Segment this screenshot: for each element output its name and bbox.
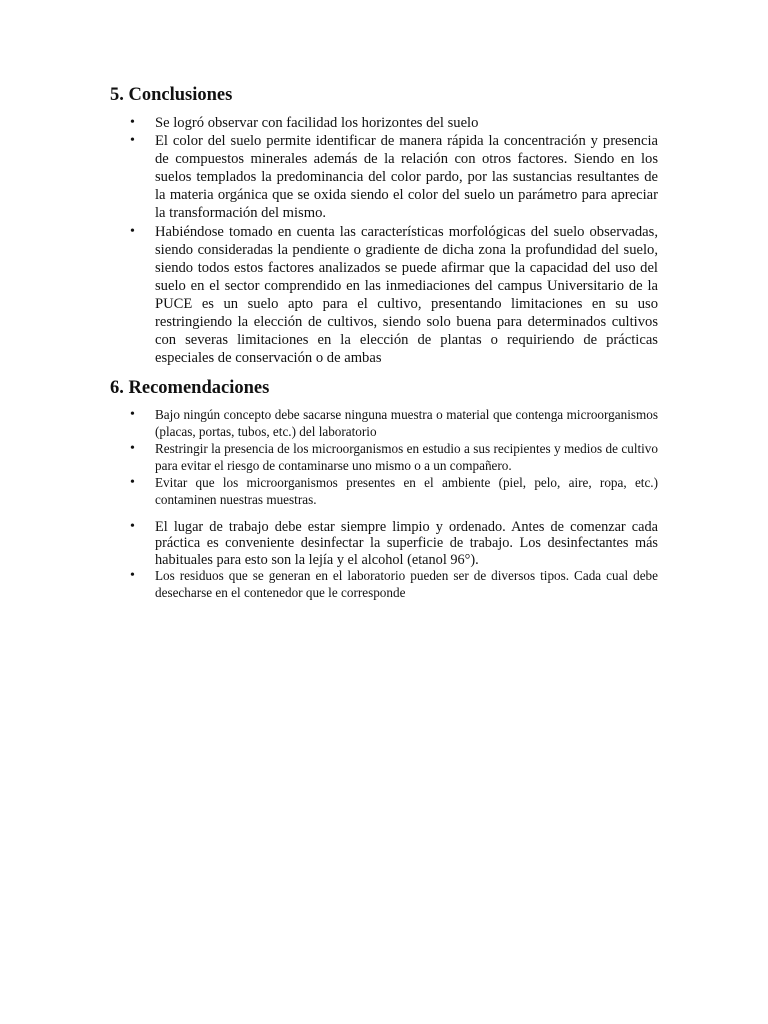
bullet-icon: • bbox=[130, 407, 135, 423]
list-item-text: El color del suelo permite identificar de manera rápida la concentración y presencia de compuestos minerales además de la relación con otros factores. Siendo en los suelos templados la predominancia del color pardo, por las sustancias resultantes de la materia orgánica que se oxida siendo el color del suelo un parámetro para apreciar la transformación del mismo. bbox=[155, 133, 658, 222]
bullet-icon: • bbox=[130, 223, 135, 239]
recomendaciones-list bbox=[110, 407, 658, 602]
bullet-icon: • bbox=[130, 568, 135, 584]
list-item bbox=[110, 568, 658, 602]
list-item-text: Los residuos que se generan en el laboratorio pueden ser de diversos tipos. Cada cual debe desecharse en el contenedor que le corresponde bbox=[155, 568, 658, 601]
bullet-icon: • bbox=[130, 474, 135, 490]
bullet-icon: • bbox=[130, 133, 135, 149]
list-item bbox=[110, 441, 658, 475]
recomendaciones-heading: 6. Recomendaciones bbox=[110, 378, 270, 399]
list-item bbox=[110, 407, 658, 441]
list-item bbox=[110, 519, 658, 569]
list-item-text: El lugar de trabajo debe estar siempre limpio y ordenado. Antes de comenzar cada práctica es conveniente desinfectar la superficie de trabajo. Los desinfectantes más habituales para esto son la lejía y el alcohol (etanol 96°). bbox=[155, 518, 658, 568]
list-item bbox=[110, 223, 658, 368]
bullet-icon: • bbox=[130, 518, 135, 534]
bullet-icon: • bbox=[130, 115, 135, 130]
list-item-text: Evitar que los microorganismos presentes en el ambiente (piel, pelo, aire, ropa, etc.) contaminen nuestras muestras. bbox=[155, 474, 658, 507]
bullet-icon: • bbox=[130, 441, 135, 457]
conclusiones-list bbox=[110, 114, 658, 367]
list-item bbox=[110, 114, 658, 132]
list-item bbox=[110, 132, 658, 222]
list-item-text: Restringir la presencia de los microorganismos en estudio a sus recipientes y medios de cultivo para evitar el riesgo de contaminarse uno mismo o a un compañero. bbox=[155, 441, 658, 474]
list-item-text: Se logró observar con facilidad los horizontes del suelo bbox=[155, 115, 479, 131]
list-item-text: Habiéndose tomado en cuenta las características morfológicas del suelo observadas, siendo consideradas la pendiente o gradiente de dicha zona la profundidad del suelo, siendo todos estos factores analizados se puede afirmar que la capacidad del uso del suelo en el sector comprendido en las inmediaciones del campus Universitario de la PUCE es un suelo apto para el cultivo, presentando limitaciones en su uso restringiendo la elección de cultivos, siendo solo buena para determinados cultivos con severas limitaciones en la elección de plantas o requiriendo de prácticas especiales de conservación o de ambas bbox=[155, 223, 658, 367]
document-page bbox=[110, 82, 658, 602]
list-item-text: Bajo ningún concepto debe sacarse ninguna muestra o material que contenga microorganismos (placas, portas, tubos, etc.) del laboratorio bbox=[155, 407, 658, 440]
conclusiones-heading: 5. Conclusiones bbox=[110, 85, 233, 105]
list-item bbox=[110, 475, 658, 509]
